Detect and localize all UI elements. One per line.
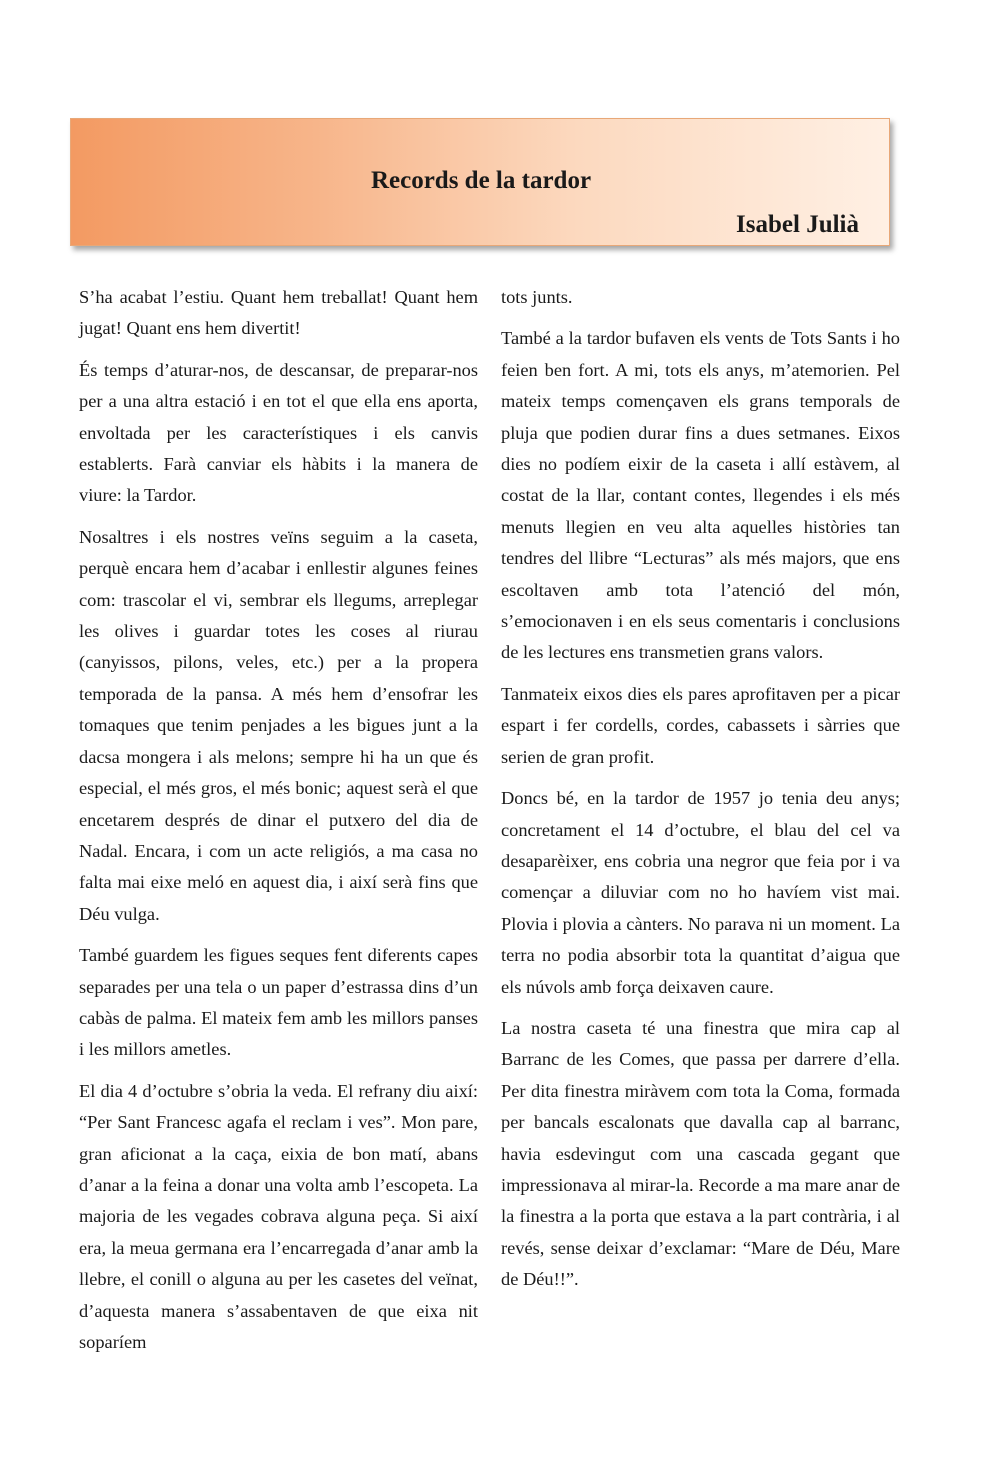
- paragraph: Nosaltres i els nostres veïns seguim a la caseta, perquè encara hem d’acabar i enllestir algunes feines com: trascolar el vi, sembrar els llegums, arreplegar les olives i guardar totes les coses al riurau (canyissos, pilons, veles, etc.) per a la propera temporada de la pansa. A més hem d’ensofrar les tomaques que tenim penjades a les bigues junt a la dacsa mongera i als melons; sempre hi ha un que és especial, el més gros, el més bonic; aquest serà el que encetarem després de dinar el putxero del dia de Nadal. Encara, i com un acte religiós, a ma casa no falta mai eixe meló en aquest dia, i així serà fins que Déu vulga.: [79, 526, 478, 924]
- paragraph: Tanmateix eixos dies els pares aprofitaven per a picar espart i fer cordells, cordes, cabassets i sàrries que serien de gran profit.: [501, 683, 900, 767]
- paragraph: També a la tardor bufaven els vents de Tots Sants i ho feien ben fort. A mi, tots els anys, m’atemorien. Pel mateix temps començaven els grans temporals de pluja que podien durar fins a dues setmanes. Eixos dies no podíem eixir de la caseta i allí estàvem, al costat de la llar, contant contes, llegendes i els més menuts llegien en veu alta aquelles històries tan tendres del llibre “Lecturas” als més majors, que ens escoltaven amb tota l’atenció del món, s’emocionaven i en els seus comentaris i conclusions de les lectures ens transmetien grans valors.: [501, 328, 900, 663]
- paragraph: La nostra caseta té una finestra que mira cap al Barranc de les Comes, que passa per darrere d’ella. Per dita finestra miràvem com tota la Coma, formada per bancals escalonats que davalla cap al barranc, havia esdevingut com una cascada gegant que impressionava al mirar-la. Recorde a ma mare anar de la finestra a la porta que estava a la part contrària, i al revés, sense deixar d’exclamar: “Mare de Déu, Mare de Déu!!”.: [501, 1017, 900, 1290]
- article-author: Isabel Julià: [736, 211, 859, 238]
- paragraph: També guardem les figues seques fent diferents capes separades per una tela o un paper d’estrassa dins d’un cabàs de palma. El mateix fem amb les millors panses i les millors ametles.: [79, 945, 478, 1060]
- paragraph: El dia 4 d’octubre s’obria la veda. El refrany diu així: “Per Sant Francesc agafa el reclam i ves”. Mon pare, gran aficionat a la caça, eixia de bon matí, abans d’anar a la feina a donar una volta amb l’escopeta. La majoria de les vegades cobrava alguna peça. Si així era, la meua germana era l’encarregada d’anar amb la llebre, el conill o alguna au per les casetes del veïnat, d’aquesta manera s’assabentaven de que eixa nit soparíem: [79, 1080, 478, 1352]
- article-title: Records de la tardor: [370, 167, 592, 194]
- paragraph: S’ha acabat l’estiu. Quant hem treballat! Quant hem jugat! Quant ens hem divertit!: [79, 287, 478, 339]
- right-column: [501, 282, 900, 1306]
- paragraph: Doncs bé, en la tardor de 1957 jo tenia deu anys; concretament el 14 d’octubre, el blau del cel va desaparèixer, ens cobria una negror que feia por i va començar a diluviar com no ho havíem vist mai. Plovia i plovia a cànters. No parava ni un moment. La terra no podia absorbir tota la quantitat d’aigua que els núvols amb força deixaven caure.: [501, 788, 900, 997]
- left-column: [79, 282, 478, 1368]
- title-banner: [70, 118, 890, 246]
- paragraph: tots junts.: [501, 287, 573, 307]
- paragraph: És temps d’aturar-nos, de descansar, de preparar-nos per a una altra estació i en tot el que ella ens aporta, envoltada per les característiques i els canvis establerts. Farà canviar els hàbits i la manera de viure: la Tardor.: [79, 359, 478, 506]
